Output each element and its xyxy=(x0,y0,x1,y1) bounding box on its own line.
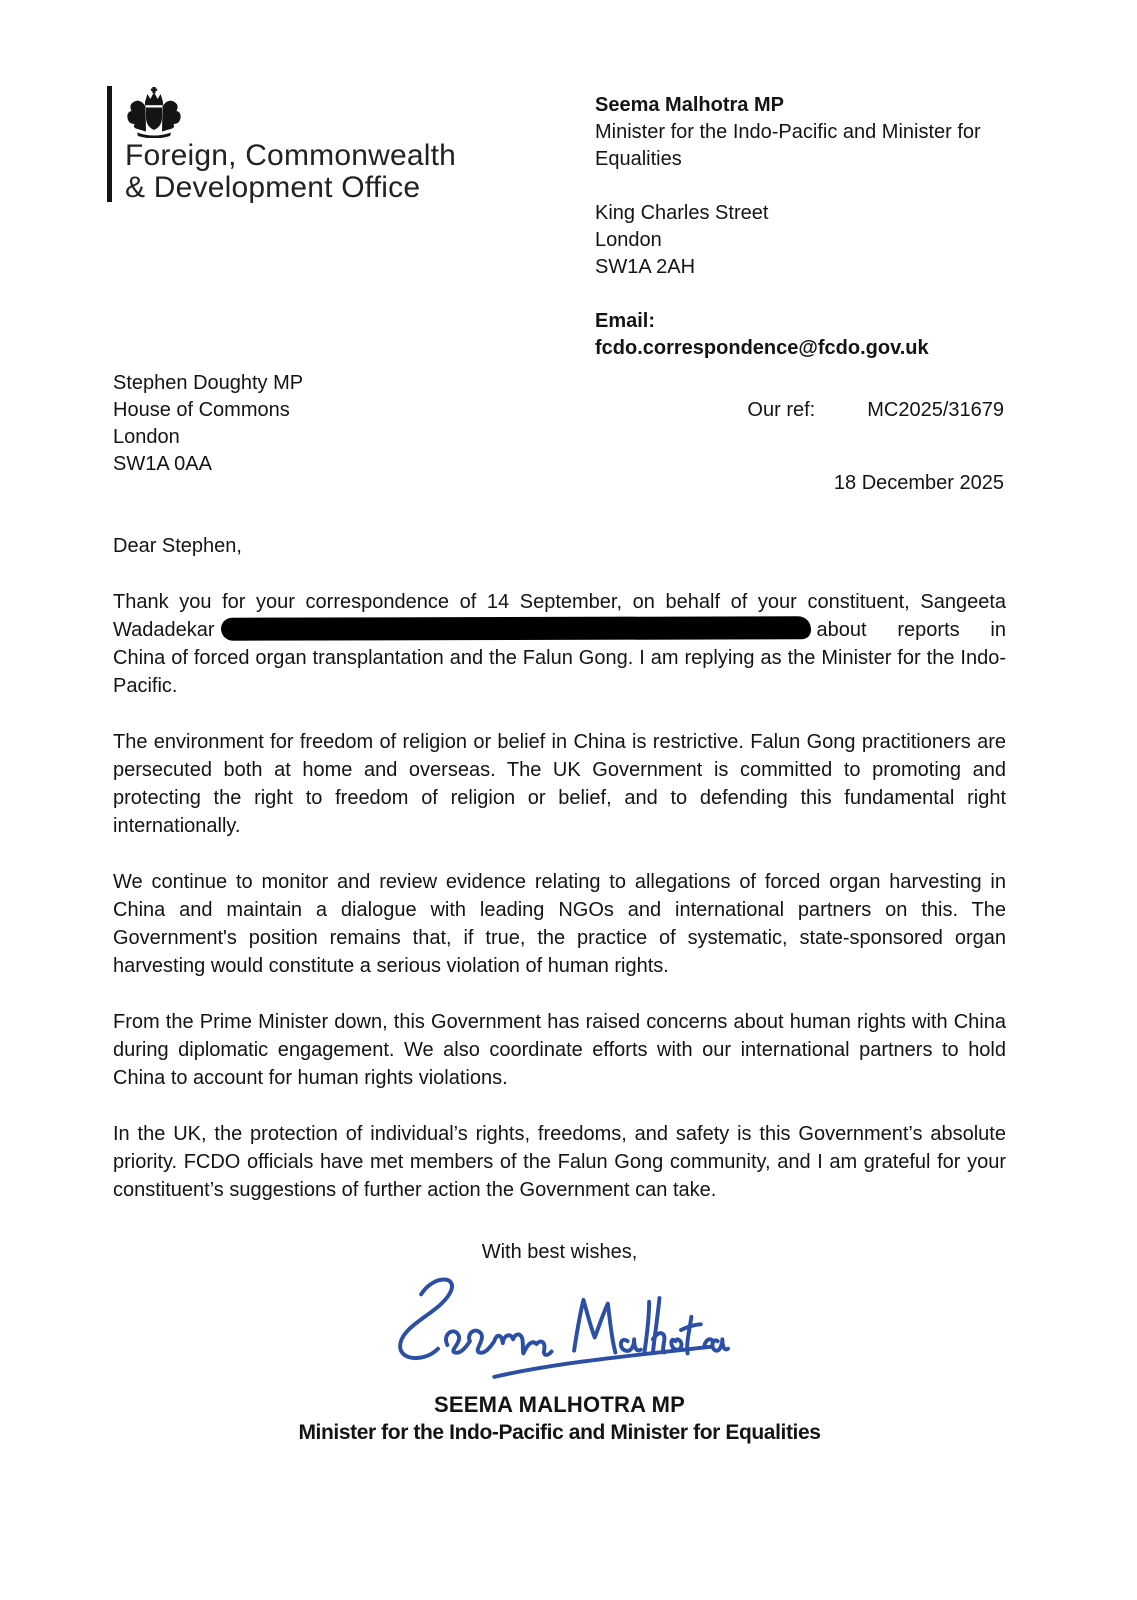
handwritten-signature xyxy=(370,1268,750,1390)
letter-date: 18 December 2025 xyxy=(833,472,1004,494)
spacer xyxy=(595,173,1013,200)
sender-name: Seema Malhotra MP xyxy=(595,94,784,116)
spacer xyxy=(595,281,1013,308)
sender-address-line: SW1A 2AH xyxy=(595,256,696,278)
paragraph-4: From the Prime Minister down, this Government has raised concerns about human rights with China during diplomatic engagement. We also coordinate efforts with our international partners to hold China to account for human rights violations. xyxy=(113,1011,1006,1089)
logo-vertical-bar xyxy=(107,86,112,202)
redaction-bar xyxy=(221,616,811,641)
paragraph-5: In the UK, the protection of individual’s rights, freedoms, and safety is this Government’s absolute priority. FCDO officials have met members of the Falun Gong community, and I am grateful for your constituent’s suggestions of further action the Government can take. xyxy=(113,1123,1006,1201)
sender-address-line: King Charles Street xyxy=(595,202,769,224)
recipient-line: SW1A 0AA xyxy=(113,453,212,475)
recipient-line: House of Commons xyxy=(113,399,290,421)
signed-name: SEEMA MALHOTRA MP xyxy=(433,1392,686,1417)
recipient-block xyxy=(113,370,1006,478)
reference-value: MC2025/31679 xyxy=(867,399,1004,421)
reference-line xyxy=(747,397,1004,424)
salutation: Dear Stephen, xyxy=(113,535,242,557)
signed-title: Minister for the Indo-Pacific and Minister for Equalities xyxy=(298,1421,821,1444)
recipient-line: Stephen Doughty MP xyxy=(113,372,304,394)
closing-block xyxy=(113,1238,1006,1447)
paragraph-3: We continue to monitor and review evidence relating to allegations of forced organ harvesting in China and maintain a dialogue with leading NGOs and international partners on this. The Government's position remains that, if true, the practice of systematic, state-sponsored organ harvesting would constitute a serious violation of human rights. xyxy=(113,871,1006,977)
paragraph-2: The environment for freedom of religion or belief in China is restrictive. Falun Gong practitioners are persecuted both at home and overseas. The UK Government is committed to promoting and protecting the right to freedom of religion or belief, and to defending this fundamental right internationally. xyxy=(113,731,1006,837)
email-address: fcdo.correspondence@fcdo.gov.uk xyxy=(595,337,929,359)
royal-coat-of-arms-icon xyxy=(125,86,183,138)
letter-body xyxy=(113,532,1006,1447)
meta-section xyxy=(113,370,1006,528)
valediction: With best wishes, xyxy=(481,1241,638,1263)
paragraph-1-text-before: Thank you for your correspondence of 14 September, on behalf of your constituent, Sangeeta Wadadekar xyxy=(113,591,1006,641)
paragraph-1 xyxy=(113,588,1006,700)
org-name-line2: & Development Office xyxy=(125,171,421,204)
sender-title: Minister for the Indo-Pacific and Minister for Equalities xyxy=(595,121,981,170)
recipient-line: London xyxy=(113,426,180,448)
sender-block xyxy=(595,92,1013,362)
reference-label: Our ref: xyxy=(747,399,816,421)
org-name-line1: Foreign, Commonwealth xyxy=(125,139,457,172)
email-label: Email: xyxy=(595,310,656,332)
sender-address-line: London xyxy=(595,229,662,251)
paragraph-1-text-after: about reports in China of forced organ transplantation and the Falun Gong. I am replying as the Minister for the Indo-Pacific. xyxy=(113,619,1006,697)
fcdo-logo xyxy=(107,86,456,204)
